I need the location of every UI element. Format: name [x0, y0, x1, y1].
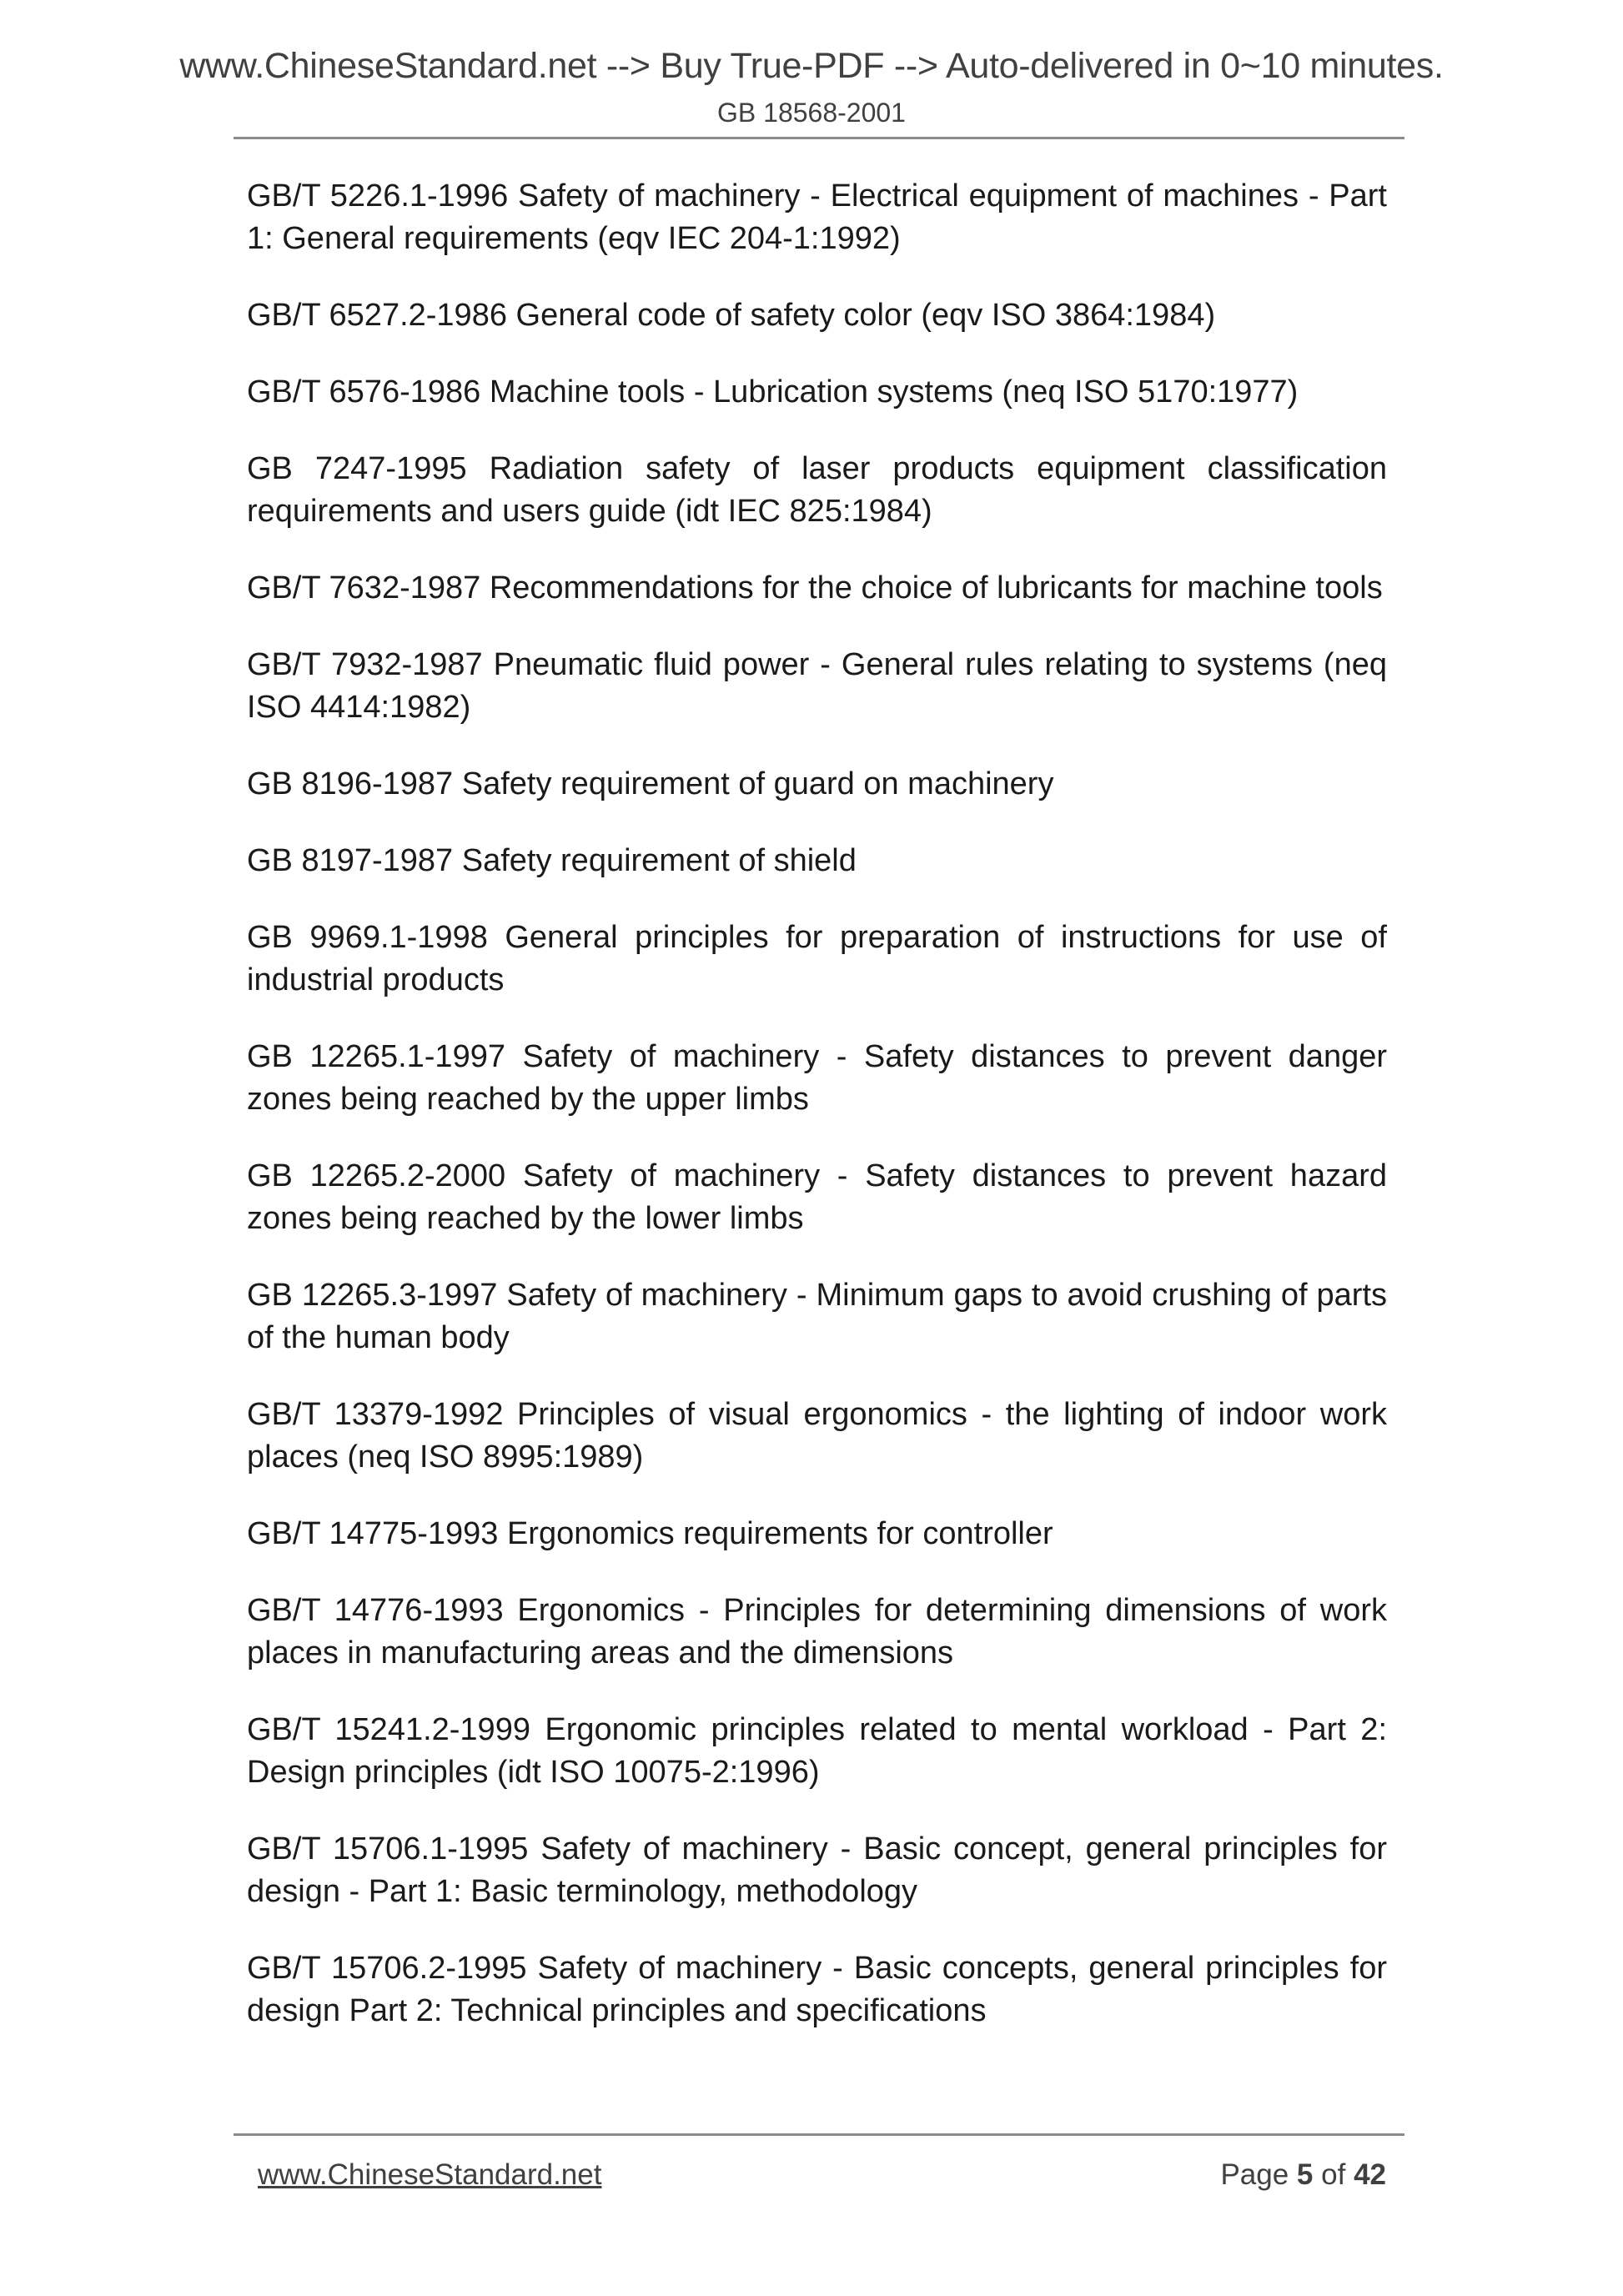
reference-item: GB/T 13379-1992 Principles of visual ergonomics - the lighting of indoor work places (neq ISO 8995:1989)	[247, 1397, 1387, 1475]
reference-item: GB 7247-1995 Radiation safety of laser products equipment classification requirements and users guide (idt IEC 825:1984)	[247, 451, 1387, 529]
reference-item: GB/T 15706.1-1995 Safety of machinery - Basic concept, general principles for design - Part 1: Basic terminology, methodology	[247, 1831, 1387, 1909]
reference-item: GB 9969.1-1998 General principles for preparation of instructions for use of industrial products	[247, 920, 1387, 997]
page-current: 5	[1296, 2158, 1314, 2191]
page-indicator	[1220, 2158, 1386, 2192]
promo-banner: www.ChineseStandard.net --> Buy True-PDF --> Auto-delivered in 0~10 minutes.	[179, 46, 1444, 86]
page-of: of	[1321, 2158, 1346, 2191]
reference-item: GB 8196-1987 Safety requirement of guard on machinery	[247, 766, 1054, 801]
reference-item: GB 8197-1987 Safety requirement of shield	[247, 843, 857, 878]
reference-item: GB 12265.2-2000 Safety of machinery - Safety distances to prevent hazard zones being reached by the lower limbs	[247, 1158, 1387, 1236]
footer-site-link[interactable]: www.ChineseStandard.net	[258, 2158, 602, 2191]
reference-item: GB/T 7632-1987 Recommendations for the choice of lubricants for machine tools	[247, 570, 1383, 605]
reference-item: GB/T 7932-1987 Pneumatic fluid power - General rules relating to systems (neq ISO 4414:1982)	[247, 647, 1387, 725]
page-label: Page	[1220, 2158, 1289, 2191]
header-divider	[234, 137, 1404, 139]
reference-list	[247, 175, 1387, 2067]
document-id: GB 18568-2001	[717, 98, 906, 128]
page-total: 42	[1354, 2158, 1386, 2191]
reference-item: GB 12265.1-1997 Safety of machinery - Safety distances to prevent danger zones being reached by the upper limbs	[247, 1039, 1387, 1117]
reference-item: GB 12265.3-1997 Safety of machinery - Minimum gaps to avoid crushing of parts of the human body	[247, 1278, 1387, 1355]
reference-item: GB/T 15241.2-1999 Ergonomic principles related to mental workload - Part 2: Design principles (idt ISO 10075-2:1996)	[247, 1712, 1387, 1790]
reference-item: GB/T 6576-1986 Machine tools - Lubrication systems (neq ISO 5170:1977)	[247, 374, 1299, 409]
reference-item: GB/T 14776-1993 Ergonomics - Principles for determining dimensions of work places in manufacturing areas and the dimensions	[247, 1593, 1387, 1671]
reference-item: GB/T 5226.1-1996 Safety of machinery - Electrical equipment of machines - Part 1: General requirements (eqv IEC 204-1:1992)	[247, 178, 1387, 256]
reference-item: GB/T 14775-1993 Ergonomics requirements for controller	[247, 1516, 1053, 1551]
reference-item: GB/T 15706.2-1995 Safety of machinery - Basic concepts, general principles for design Part 2: Technical principles and specifications	[247, 1951, 1387, 2028]
reference-item: GB/T 6527.2-1986 General code of safety color (eqv ISO 3864:1984)	[247, 298, 1216, 333]
footer-divider	[234, 2133, 1404, 2136]
